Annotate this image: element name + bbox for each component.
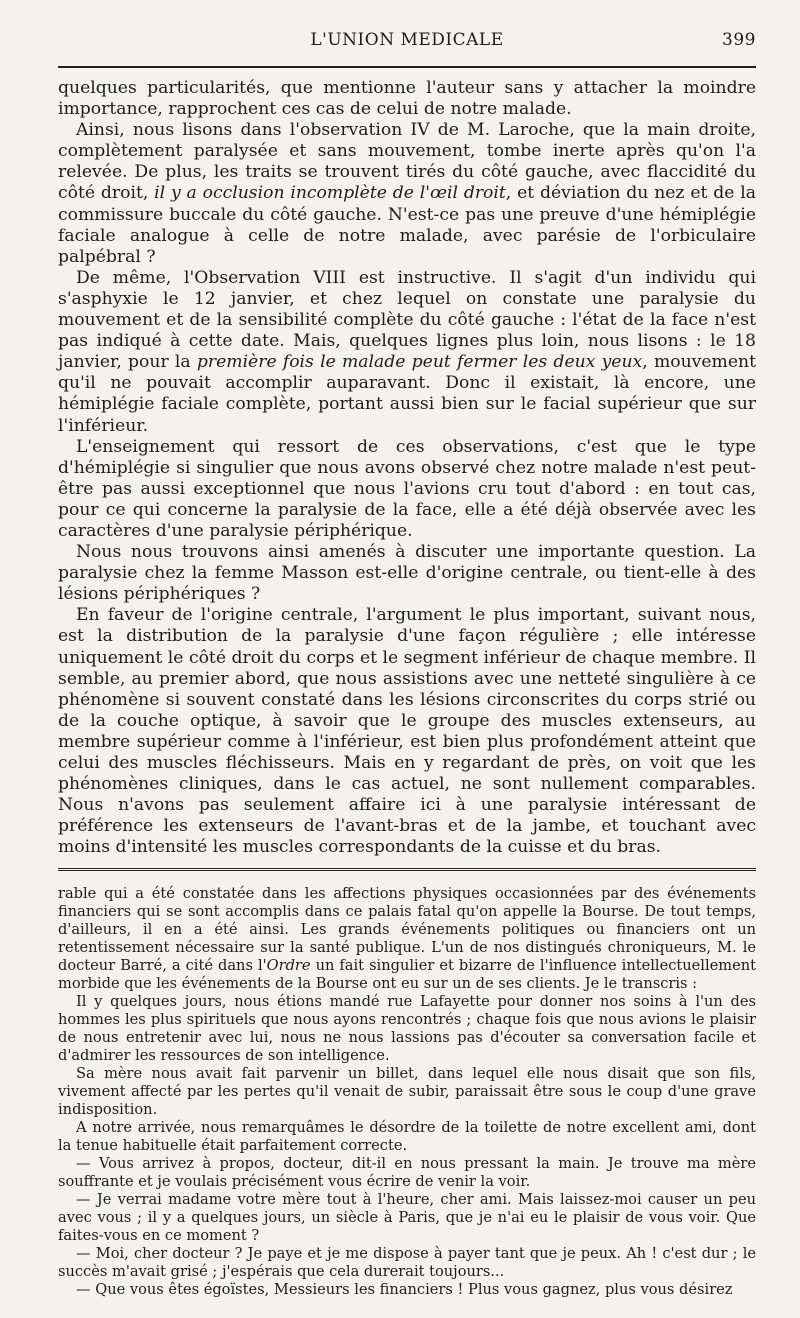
feuilleton-text xyxy=(58,885,756,1299)
page-header xyxy=(58,30,756,60)
paragraph: En faveur de l'origine centrale, l'argument le plus important, suivant nous, est la distribution de la paralysie d'une façon régulière ; elle intéresse uniquement le côté droit du corps et le segment inférieur de chaque membre. Il semble, au premier abord, que nous assistions avec une netteté singulière à ce phénomène si souvent constaté dans les lésions circonscrites du corps strié ou de la couche optique, à savoir que le groupe des muscles extenseurs, au membre supérieur comme à l'inférieur, est bien plus profondément atteint que celui des muscles fléchisseurs. Mais en y regardant de près, on voit que les phénomènes cliniques, dans le cas actuel, ne sont nullement comparables. Nous n'avons pas seulement affaire ici à une paralysie intéressant de préférence les extenseurs de l'avant-bras et de la jambe, et touchant avec moins d'intensité les muscles correspondants de la cuisse et du bras. xyxy=(58,605,756,858)
paragraph: Il y quelques jours, nous étions mandé rue Lafayette pour donner nos soins à l'un des hommes les plus spirituels que nous ayons rencontrés ; chaque fois que nous avions le plaisir de nous entretenir avec lui, nous ne nous lassions pas d'écouter sa conversation facile et d'admirer les ressources de son intelligence. xyxy=(58,993,756,1065)
paragraph: rable qui a été constatée dans les affections physiques occasionnées par des événements financiers qui se sont accomplis dans ce palais fatal qu'on appelle la Bourse. De tout temps, d'ailleurs, il en a été ainsi. Les grands événements politiques ou financiers ont un retentissement nécessaire sur la santé publique. L'un de nos distingués chroniqueurs, M. le docteur Barré, a cité dans l'Ordre un fait singulier et bizarre de l'influence intellectuellement morbide que les événements de la Bourse ont eu sur un de ses clients. Je le transcris : xyxy=(58,885,756,993)
paragraph: L'enseignement qui ressort de ces observations, c'est que le type d'hémiplégie si singulier que nous avons observé chez notre malade n'est peut-être pas aussi exceptionnel que nous l'avions cru tout d'abord : en tout cas, pour ce qui concerne la paralysie de la face, elle a été déjà observée avec les caractères d'une paralysie périphérique. xyxy=(58,436,756,541)
italic-title: Ordre xyxy=(266,957,311,975)
paragraph: — Vous arrivez à propos, docteur, dit-il en nous pressant la main. Je trouve ma mère souffrante et je voulais précisément vous écrire de venir la voir. xyxy=(58,1155,756,1191)
paragraph: Ainsi, nous lisons dans l'observation IV de M. Laroche, que la main droite, complètement paralysée et sans mouvement, tombe inerte après qu'on l'a relevée. De plus, les traits se trouvent tirés du côté gauche, avec flaccidité du côté droit, il y a occlusion incomplète de l'œil droit, et déviation du nez et de la commissure buccale du côté gauche. N'est-ce pas une preuve d'une hémiplégie faciale analogue à celle de notre malade, avec parésie de l'orbiculaire palpébral ? xyxy=(58,120,756,267)
header-rule xyxy=(58,66,756,68)
page-number: 399 xyxy=(722,30,756,50)
paragraph: Sa mère nous avait fait parvenir un billet, dans lequel elle nous disait que son fils, vivement affecté par les pertes qu'il venait de subir, paraissait être sous le coup d'une grave indisposition. xyxy=(58,1065,756,1119)
italic-quote: première fois le malade peut fermer les deux yeux xyxy=(196,352,643,373)
italic-quote: il y a occlusion incomplète de l'œil droit xyxy=(154,183,506,204)
main-text xyxy=(58,78,756,858)
paragraph: — Que vous êtes égoïstes, Messieurs les financiers ! Plus vous gagnez, plus vous désirez xyxy=(76,1281,733,1299)
paragraph: — Moi, cher docteur ? Je paye et je me dispose à payer tant que je peux. Ah ! c'est dur ; le succès m'avait grisé ; j'espérais que cela durerait toujours... xyxy=(58,1245,756,1281)
paragraph: De même, l'Observation VIII est instructive. Il s'agit d'un individu qui s'asphyxie le 12 janvier, et chez lequel on constate une paralysie du mouvement et de la sensibilité complète du côté gauche : l'état de la face n'est pas indiqué à cette date. Mais, quelques lignes plus loin, nous lisons : le 18 janvier, pour la première fois le malade peut fermer les deux yeux, mouvement qu'il ne pouvait accomplir auparavant. Donc il existait, là encore, une hémiplégie faciale complète, portant aussi bien sur le facial supérieur que sur l'inférieur. xyxy=(58,267,756,436)
paragraph: Nous nous trouvons ainsi amenés à discuter une importante question. La paralysie chez la femme Masson est-elle d'origine centrale, ou tient-elle à des lésions périphériques ? xyxy=(58,542,756,605)
journal-title: L'UNION MEDICALE xyxy=(310,30,504,50)
footnote-separator xyxy=(58,868,756,871)
paragraph: — Je verrai madame votre mère tout à l'heure, cher ami. Mais laissez-moi causer un peu avec vous ; il y a quelques jours, un siècle à Paris, que je n'ai eu le plaisir de vous voir. Que faites-vous en ce moment ? xyxy=(58,1191,756,1245)
paragraph: quelques particularités, que mentionne l'auteur sans y attacher la moindre importance, rapprochent ces cas de celui de notre malade. xyxy=(58,78,756,120)
paragraph: A notre arrivée, nous remarquâmes le désordre de la toilette de notre excellent ami, dont la tenue habituelle était parfaitement correcte. xyxy=(58,1119,756,1155)
